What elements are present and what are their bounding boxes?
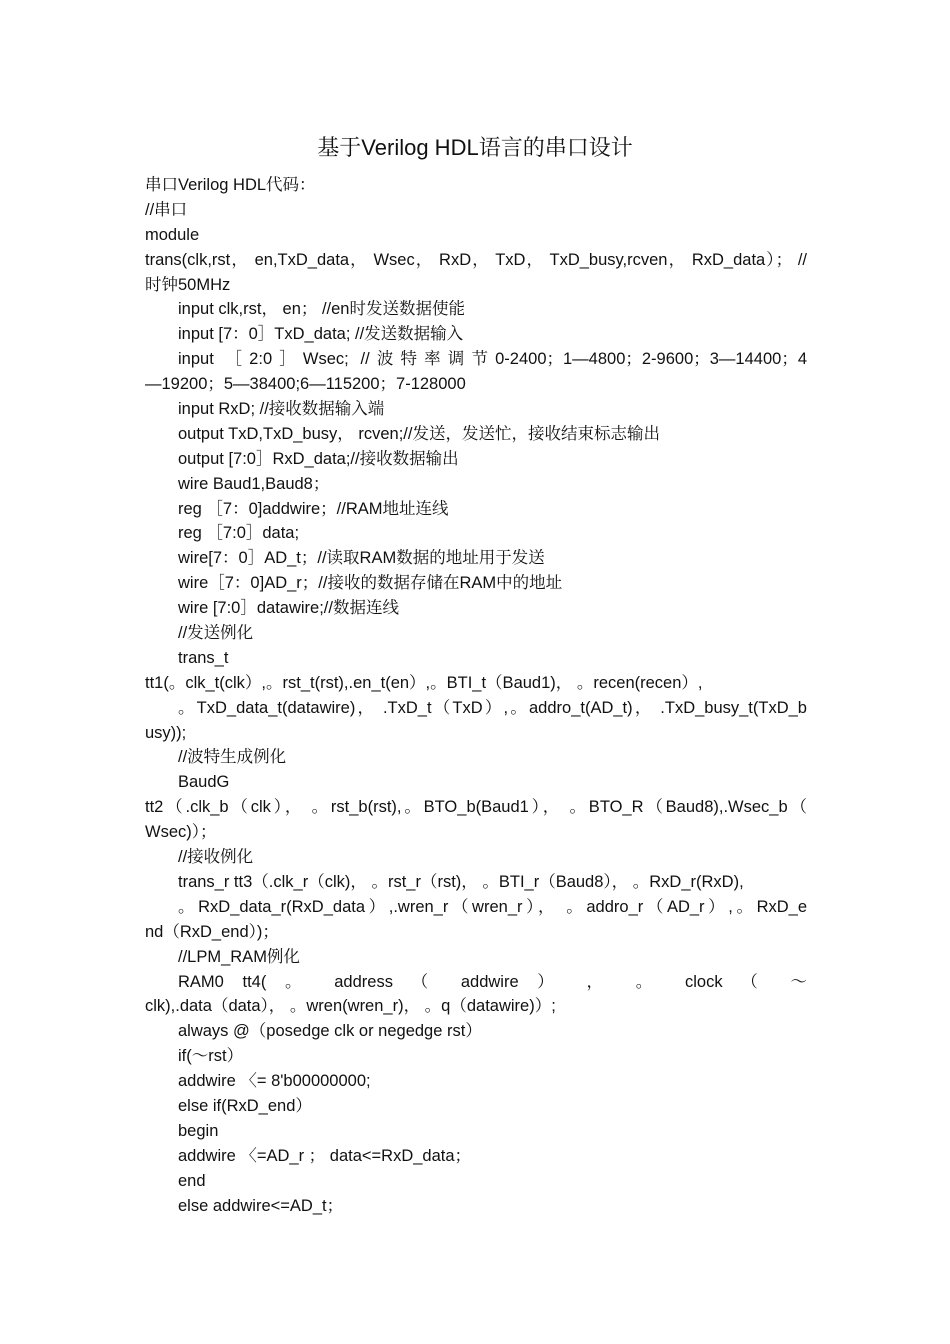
code-line: module (145, 225, 200, 244)
code-line: //波特生成例化 (178, 748, 287, 767)
code-line: input ［2:0］Wsec; //波特率调节0-2400；1—4800；2-9600；3—14400；4 (178, 350, 807, 369)
code-body (145, 173, 807, 1218)
code-line: //接收例化 (178, 848, 254, 867)
code-line: input RxD; //接收数据输入端 (178, 400, 385, 419)
code-line: reg ［7:0］data; (178, 524, 300, 543)
code-line: wire Baud1,Baud8； (178, 474, 330, 493)
code-line: addwire 〈= 8'b00000000; (178, 1072, 371, 1091)
code-line: usy)); (145, 723, 187, 742)
code-line: input clk,rst， en； //en时发送数据使能 (178, 300, 465, 319)
code-line: else if(RxD_end） (178, 1096, 312, 1115)
code-line: tt1(。clk_t(clk）,。rst_t(rst),.en_t(en）,。BTI_t（Baud1)， 。recen(recen）, (145, 673, 703, 692)
code-line: BaudG (178, 773, 230, 792)
code-line: trans_r tt3（.clk_r（clk)， 。rst_r（rst)， 。BTI_r（Baud8）， 。RxD_r(RxD), (178, 872, 744, 891)
code-line: begin (178, 1121, 219, 1140)
code-line: output [7:0］RxD_data;//接收数据输出 (178, 449, 459, 468)
code-line: output TxD,TxD_busy， rcven;//发送，发送忙，接收结束标志输出 (178, 424, 660, 443)
code-line: //发送例化 (178, 624, 254, 643)
code-line: RAM0 tt4( 。 address （ addwire ） ， 。 clock （ ～ (178, 972, 807, 991)
code-line: always @（posedge clk or negedge rst） (178, 1022, 482, 1041)
code-line: clk),.data（data）， 。wren(wren_r)， 。q（datawire)）; (145, 997, 556, 1016)
document-title: 基于Verilog HDL语言的串口设计 (317, 135, 633, 160)
code-line: if(～rst） (178, 1047, 244, 1066)
code-line: end (178, 1171, 206, 1190)
code-line: 。TxD_data_t(datawire)， .TxD_t（TxD）,。addro_t(AD_t)， .TxD_busy_t(TxD_b (178, 698, 807, 717)
code-line: //串口 (145, 200, 188, 219)
code-line: 。RxD_data_r(RxD_data）,.wren_r（wren_r）， 。addro_r（AD_r）,。RxD_e (178, 897, 807, 916)
code-line: input [7：0］TxD_data; //发送数据输入 (178, 325, 464, 344)
code-line: 串口Verilog HDL代码： (145, 176, 316, 194)
code-line: trans_t (178, 648, 229, 667)
code-line: //LPM_RAM例化 (178, 947, 300, 966)
code-line: 时钟50MHz (145, 275, 231, 294)
code-line: Wsec)）； (145, 823, 217, 842)
code-line: reg ［7：0]addwire；//RAM地址连线 (178, 499, 449, 518)
code-line: wire [7:0］datawire;//数据连线 (178, 599, 399, 618)
code-line: addwire 〈=AD_r ； data<=RxD_data； (178, 1146, 472, 1165)
code-line: trans(clk,rst， en,TxD_data， Wsec， RxD， TxD， TxD_busy,rcven， RxD_data）； // (145, 250, 807, 269)
code-line: tt2（.clk_b（clk）， 。rst_b(rst),。BTO_b(Baud1）， 。BTO_R（Baud8),.Wsec_b（ (145, 798, 807, 817)
code-line: —19200；5—38400;6—115200；7-128000 (145, 375, 466, 394)
code-line: wire［7：0]AD_r；//接收的数据存储在RAM中的地址 (178, 574, 563, 593)
code-line: wire[7：0］AD_t；//读取RAM数据的地址用于发送 (178, 549, 545, 568)
code-line: nd（RxD_end）)； (145, 922, 279, 941)
code-line: else addwire<=AD_t； (178, 1196, 344, 1215)
